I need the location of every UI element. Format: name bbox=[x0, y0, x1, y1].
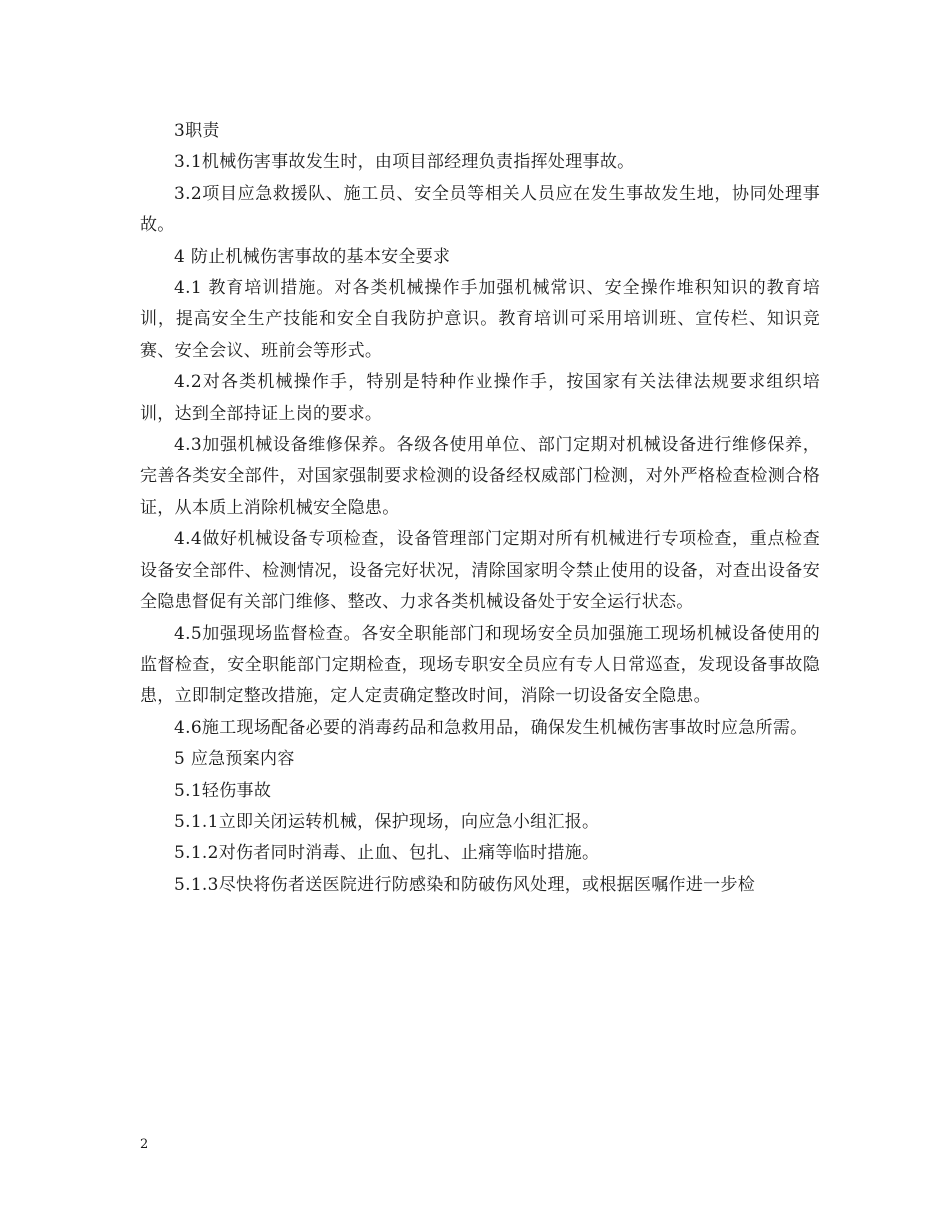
paragraph-5-1-2: 5.1.2对伤者同时消毒、止血、包扎、止痛等临时措施。 bbox=[174, 843, 600, 864]
page-number: 2 bbox=[140, 1137, 149, 1152]
heading-emergency-plan: 5 应急预案内容 bbox=[174, 749, 295, 770]
document-body bbox=[140, 116, 820, 901]
heading-responsibilities: 3职责 bbox=[174, 121, 220, 141]
paragraph-5-1-3: 5.1.3尽快将伤者送医院进行防感染和防破伤风处理，或根据医嘱作进一步检 bbox=[174, 874, 756, 895]
paragraph-4-3: 4.3加强机械设备维修保养。各级各使用单位、部门定期对机械设备进行维修保养，完善各类安全部件，对国家强制要求检测的设备经权威部门检测，对外严格检查检测合格证，从本质上消除机械安全隐患。 bbox=[140, 435, 820, 518]
heading-minor-injury: 5.1轻伤事故 bbox=[174, 780, 272, 801]
paragraph-4-6: 4.6施工现场配备必要的消毒药品和急救用品，确保发生机械伤害事故时应急所需。 bbox=[174, 717, 808, 738]
heading-safety-requirements: 4 防止机械伤害事故的基本安全要求 bbox=[174, 246, 451, 267]
paragraph-4-4: 4.4做好机械设备专项检查，设备管理部门定期对所有机械进行专项检查，重点检查设备安全部件、检测情况，设备完好状况，清除国家明令禁止使用的设备，对查出设备安全隐患督促有关部门维修、整改、力求各类机械设备处于安全运行状态。 bbox=[140, 529, 820, 613]
paragraph-5-1-1: 5.1.1立即关闭运转机械，保护现场，向应急小组汇报。 bbox=[174, 811, 600, 832]
paragraph-3-1: 3.1机械伤害事故发生时，由项目部经理负责指挥处理事故。 bbox=[174, 152, 635, 173]
paragraph-4-5: 4.5加强现场监督检查。各安全职能部门和现场安全员加强施工现场机械设备使用的监督检查，安全职能部门定期检查，现场专职安全员应有专人日常巡查，发现设备事故隐患，立即制定整改措施，定人定责确定整改时间，消除一切设备安全隐患。 bbox=[140, 623, 820, 707]
paragraph-4-1: 4.1 教育培训措施。对各类机械操作手加强机械常识、安全操作堆积知识的教育培训，提高安全生产技能和安全自我防护意识。教育培训可采用培训班、宣传栏、知识竞赛、安全会议、班前会等形式。 bbox=[140, 278, 820, 361]
paragraph-3-2: 3.2项目应急救援队、施工员、安全员等相关人员应在发生事故发生地，协同处理事故。 bbox=[140, 183, 820, 236]
paragraph-4-2: 4.2对各类机械操作手，特别是特种作业操作手，按国家有关法律法规要求组织培训，达到全部持证上岗的要求。 bbox=[140, 372, 820, 424]
